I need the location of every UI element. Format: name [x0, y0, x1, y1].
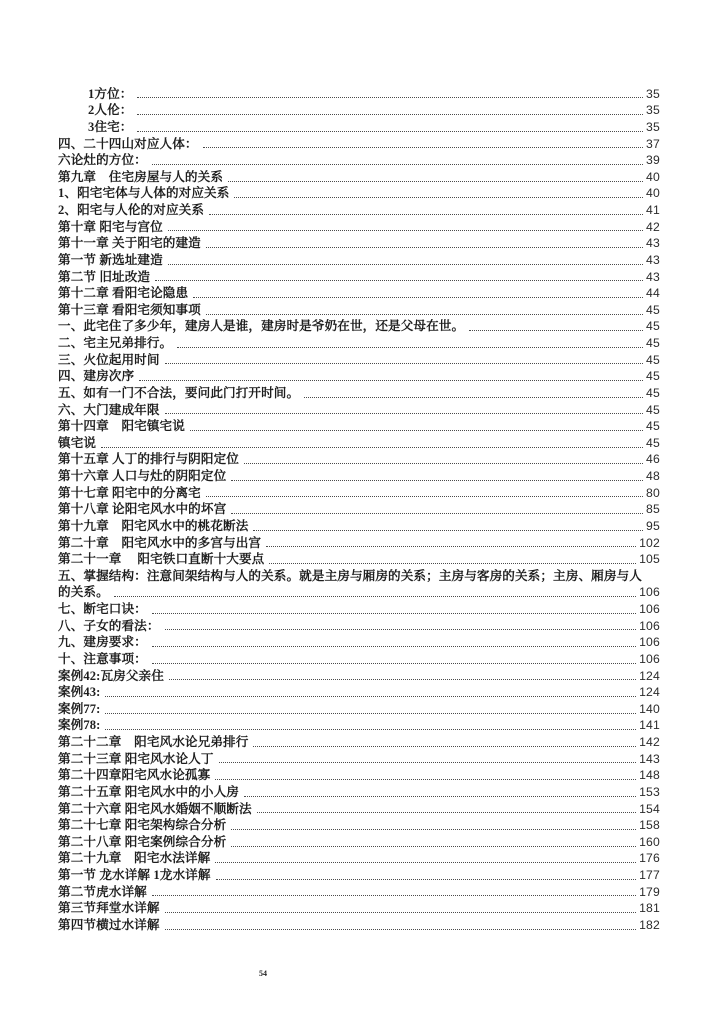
toc-entry-page-number: 106 — [639, 602, 660, 616]
toc-entry-title: 十、注意事项： — [58, 651, 147, 666]
toc-leader-dots — [137, 97, 643, 98]
toc-leader-dots — [209, 214, 643, 215]
toc-leader-dots — [105, 729, 636, 730]
toc-entry — [58, 800, 660, 817]
toc-entry — [58, 617, 660, 634]
toc-entry-page-number: 179 — [639, 884, 660, 899]
toc-entry-page-number: 124 — [639, 685, 660, 700]
toc-entry-page-number: 41 — [646, 203, 660, 217]
toc-entry-page-number: 45 — [646, 435, 660, 450]
toc-entry-title: 一、此宅住了多少年，建房人是谁，建房时是爷奶在世，还是父母在世。 — [58, 319, 465, 334]
toc-entry — [58, 850, 660, 867]
toc-entry — [58, 185, 660, 202]
toc-entry — [58, 418, 660, 435]
toc-entry-page-number: 45 — [646, 336, 660, 350]
toc-entry — [58, 235, 660, 252]
toc-entry-title: 3住宅： — [88, 119, 133, 134]
toc-entry-page-number: 85 — [646, 502, 660, 517]
toc-entry — [58, 817, 660, 834]
toc-entry — [58, 783, 660, 800]
toc-entry — [58, 218, 660, 235]
toc-leader-dots — [137, 114, 643, 115]
toc-entry-page-number: 102 — [639, 535, 660, 550]
toc-leader-dots — [231, 846, 636, 847]
toc-leader-dots — [152, 895, 636, 896]
toc-leader-dots — [168, 230, 643, 231]
toc-entry-title: 第十四章 阳宅镇宅说 — [58, 419, 185, 434]
toc-leader-dots — [165, 912, 637, 913]
toc-entry-title: 三、火位起用时间 — [58, 352, 160, 367]
toc-entry — [58, 285, 660, 302]
toc-leader-dots — [193, 297, 643, 298]
toc-entry — [58, 833, 660, 850]
toc-entry-page-number: 160 — [639, 834, 660, 849]
toc-entry-page-number: 106 — [639, 585, 660, 600]
toc-entry-page-number: 176 — [639, 851, 660, 866]
toc-entry — [58, 301, 660, 318]
toc-entry-title: 镇宅说 — [58, 435, 97, 450]
toc-entry-title: 第二十九章 阳宅水法详解 — [58, 851, 211, 866]
toc-entry-page-number: 46 — [646, 452, 660, 467]
toc-leader-dots — [155, 280, 643, 281]
toc-entry — [58, 916, 660, 933]
toc-entry-title: 四、二十四山对应人体： — [58, 136, 198, 151]
toc-entry — [58, 135, 660, 152]
toc-entry-title: 第十章 阳宅与宫位 — [58, 219, 163, 234]
toc-entry — [58, 733, 660, 750]
toc-entry-title: 案例43: — [58, 685, 101, 700]
toc-leader-dots — [469, 330, 643, 331]
toc-entry-page-number: 143 — [639, 751, 660, 766]
toc-leader-dots — [206, 247, 643, 248]
toc-entry-title: 第二十一章 阳宅铁口直断十大要点 — [58, 552, 265, 567]
toc-leader-dots — [137, 131, 643, 132]
toc-entry — [58, 268, 660, 285]
toc-entry-page-number: 105 — [639, 552, 660, 567]
toc-entry-page-number: 154 — [639, 801, 660, 816]
toc-entry-title: 第二十二章 阳宅风水论兄弟排行 — [58, 735, 249, 749]
toc-entry — [58, 717, 660, 734]
toc-entry-title: 第一节 新选址建造 — [58, 252, 163, 267]
toc-entry-page-number: 140 — [639, 701, 660, 716]
toc-entry — [58, 368, 660, 385]
toc-entry — [58, 667, 660, 684]
toc-leader-dots — [231, 480, 643, 481]
toc-entry-page-number: 43 — [646, 252, 660, 267]
toc-entry-title: 第二十五章 阳宅风水中的小人房 — [58, 784, 239, 799]
toc-entry — [58, 334, 660, 351]
toc-entry — [58, 501, 660, 518]
toc-entry-title: 第十五章 人丁的排行与阴阳定位 — [58, 452, 239, 467]
toc-entry-title: 第二十四章阳宅风水论孤寡 — [58, 768, 211, 783]
toc-entry-title: 四、建房次序 — [58, 369, 135, 384]
toc-entry-title: 第十六章 人口与灶的阴阳定位 — [58, 469, 227, 483]
toc-leader-dots — [231, 513, 643, 514]
toc-leader-dots — [152, 663, 636, 664]
toc-entry — [58, 401, 660, 418]
toc-entry — [58, 767, 660, 784]
toc-entry-page-number: 80 — [646, 485, 660, 500]
toc-entry-title: 第二节虎水详解 — [58, 884, 147, 899]
toc-entry — [58, 567, 660, 584]
toc-entry-page-number: 45 — [646, 385, 660, 400]
toc-entry-page-number: 45 — [646, 419, 660, 434]
toc-entry-page-number: 40 — [646, 186, 660, 201]
toc-entry-title: 第十二章 看阳宅论隐患 — [58, 286, 189, 301]
toc-entry-title: 第十三章 看阳宅须知事项 — [58, 302, 201, 317]
toc-entry-title: 2、阳宅与人伦的对应关系 — [58, 203, 205, 217]
toc-leader-dots — [152, 646, 636, 647]
toc-entry-title: 案例77: — [58, 701, 101, 716]
toc-entry-title: 第四节横过水详解 — [58, 917, 160, 932]
toc-entry-page-number: 45 — [646, 319, 660, 334]
toc-entry-page-number: 153 — [639, 784, 660, 799]
toc-leader-dots — [269, 563, 636, 564]
toc-entry-page-number: 158 — [639, 818, 660, 833]
toc-entry-page-number: 43 — [646, 236, 660, 251]
toc-entry-page-number: 45 — [646, 369, 660, 384]
toc-leader-dots — [101, 447, 643, 448]
toc-entry-title: 六论灶的方位： — [58, 153, 147, 168]
toc-leader-dots — [234, 197, 643, 198]
toc-leader-dots — [190, 430, 643, 431]
toc-leader-dots — [152, 164, 643, 165]
toc-entry-page-number: 39 — [646, 153, 660, 168]
toc-entry-title: 七、断宅口诀： — [58, 602, 147, 616]
toc-entry-title: 第三节拜堂水详解 — [58, 901, 160, 916]
toc-entry-page-number: 37 — [646, 136, 660, 151]
toc-leader-dots — [266, 546, 636, 547]
toc-leader-dots — [304, 397, 643, 398]
toc-entry-page-number: 106 — [639, 635, 660, 650]
table-of-contents — [58, 85, 660, 933]
toc-entry-page-number: 44 — [646, 286, 660, 301]
toc-entry — [58, 484, 660, 501]
toc-leader-dots — [165, 929, 637, 930]
toc-entry-page-number: 35 — [646, 103, 660, 118]
toc-leader-dots — [228, 181, 643, 182]
toc-entry — [58, 102, 660, 119]
toc-leader-dots — [165, 413, 643, 414]
toc-entry-title: 案例42:瓦房父亲住 — [58, 668, 164, 683]
toc-entry-page-number: 177 — [639, 868, 660, 882]
toc-leader-dots — [253, 530, 643, 531]
toc-entry — [58, 900, 660, 917]
toc-leader-dots — [253, 746, 636, 747]
toc-entry-page-number: 141 — [639, 718, 660, 733]
toc-entry — [58, 152, 660, 169]
toc-entry-page-number: 106 — [639, 651, 660, 666]
toc-entry — [58, 883, 660, 900]
toc-entry — [58, 201, 660, 218]
toc-entry-title: 1方位： — [88, 86, 133, 101]
toc-entry-title: 第二十三章 阳宅风水论人丁 — [58, 751, 214, 766]
toc-entry-page-number: 45 — [646, 352, 660, 367]
toc-leader-dots — [105, 713, 636, 714]
toc-entry — [58, 584, 660, 601]
toc-entry-page-number: 48 — [646, 469, 660, 483]
toc-entry-title: 2人伦： — [88, 103, 133, 118]
toc-entry-page-number: 95 — [646, 518, 660, 533]
toc-entry-title: 第十一章 关于阳宅的建造 — [58, 236, 201, 251]
toc-leader-dots — [206, 496, 643, 497]
toc-entry-title: 第二十七章 阳宅架构综合分析 — [58, 818, 227, 833]
toc-leader-dots — [168, 264, 643, 265]
toc-entry — [58, 318, 660, 335]
toc-entry-page-number: 40 — [646, 169, 660, 184]
toc-entry-title: 八、子女的看法： — [58, 618, 160, 633]
toc-entry-page-number: 182 — [639, 917, 660, 932]
toc-entry — [58, 634, 660, 651]
toc-leader-dots — [244, 463, 643, 464]
toc-leader-dots — [216, 879, 637, 880]
toc-entry — [58, 85, 660, 102]
toc-leader-dots — [105, 696, 636, 697]
toc-leader-dots — [139, 380, 643, 381]
toc-entry — [58, 600, 660, 617]
toc-entry — [58, 168, 660, 185]
toc-entry-title: 第十九章 阳宅风水中的桃花断法 — [58, 518, 249, 533]
toc-entry — [58, 534, 660, 551]
toc-entry — [58, 684, 660, 701]
toc-leader-dots — [206, 314, 643, 315]
toc-entry-title: 1、阳宅宅体与人体的对应关系 — [58, 186, 230, 201]
toc-entry — [58, 750, 660, 767]
toc-leader-dots — [165, 629, 637, 630]
toc-entry-page-number: 106 — [639, 618, 660, 633]
toc-entry — [58, 118, 660, 135]
toc-leader-dots — [177, 347, 643, 348]
toc-entry-title: 六、大门建成年限 — [58, 402, 160, 417]
toc-leader-dots — [152, 613, 636, 614]
toc-entry — [58, 700, 660, 717]
toc-leader-dots — [169, 679, 636, 680]
toc-leader-dots — [231, 829, 636, 830]
toc-entry-title: 的关系。 — [58, 585, 109, 600]
toc-entry-page-number: 142 — [639, 735, 660, 749]
toc-entry-title: 第二十八章 阳宅案例综合分析 — [58, 834, 227, 849]
toc-leader-dots — [114, 596, 636, 597]
toc-entry-page-number: 148 — [639, 768, 660, 783]
toc-entry-page-number: 35 — [646, 86, 660, 101]
toc-entry-title: 第二十章 阳宅风水中的多宫与出宫 — [58, 535, 262, 550]
toc-entry — [58, 434, 660, 451]
toc-leader-dots — [203, 147, 643, 148]
toc-entry-page-number: 43 — [646, 269, 660, 284]
toc-entry — [58, 467, 660, 484]
toc-entry — [58, 517, 660, 534]
toc-leader-dots — [244, 796, 636, 797]
toc-entry — [58, 866, 660, 883]
toc-leader-dots — [215, 779, 636, 780]
toc-entry-page-number: 45 — [646, 302, 660, 317]
toc-entry-title: 第十七章 阳宅中的分离宅 — [58, 485, 201, 500]
toc-entry-title: 九、建房要求： — [58, 635, 147, 650]
toc-entry-title: 五、如有一门不合法，要问此门打开时间。 — [58, 385, 300, 400]
toc-leader-dots — [257, 812, 636, 813]
toc-entry-page-number: 42 — [646, 219, 660, 234]
toc-entry-title: 案例78: — [58, 718, 101, 733]
toc-entry-title: 五、掌握结构：注意间架结构与人的关系。就是主房与厢房的关系；主房与客房的关系；主房、厢房与人 — [58, 568, 642, 583]
toc-leader-dots — [165, 363, 643, 364]
toc-entry — [58, 650, 660, 667]
toc-entry-page-number: 45 — [646, 402, 660, 417]
toc-entry-page-number: 124 — [639, 668, 660, 683]
toc-leader-dots — [219, 762, 636, 763]
toc-entry-title: 第一节 龙水详解 1龙水详解 — [58, 868, 211, 882]
toc-entry — [58, 551, 660, 568]
toc-entry-title: 二、宅主兄弟排行。 — [58, 336, 173, 350]
toc-entry — [58, 351, 660, 368]
toc-entry-title: 第九章 住宅房屋与人的关系 — [58, 169, 224, 184]
toc-entry — [58, 251, 660, 268]
toc-entry-page-number: 181 — [639, 901, 660, 916]
page-number-footer: 54 — [259, 969, 267, 978]
toc-entry-title: 第十八章 论阳宅风水中的坏宫 — [58, 502, 227, 517]
toc-entry-title: 第二十六章 阳宅风水婚姻不顺断法 — [58, 801, 252, 816]
toc-leader-dots — [215, 862, 636, 863]
toc-entry-title: 第二节 旧址改造 — [58, 269, 151, 284]
toc-entry-page-number: 35 — [646, 119, 660, 134]
toc-entry — [58, 384, 660, 401]
toc-entry — [58, 451, 660, 468]
